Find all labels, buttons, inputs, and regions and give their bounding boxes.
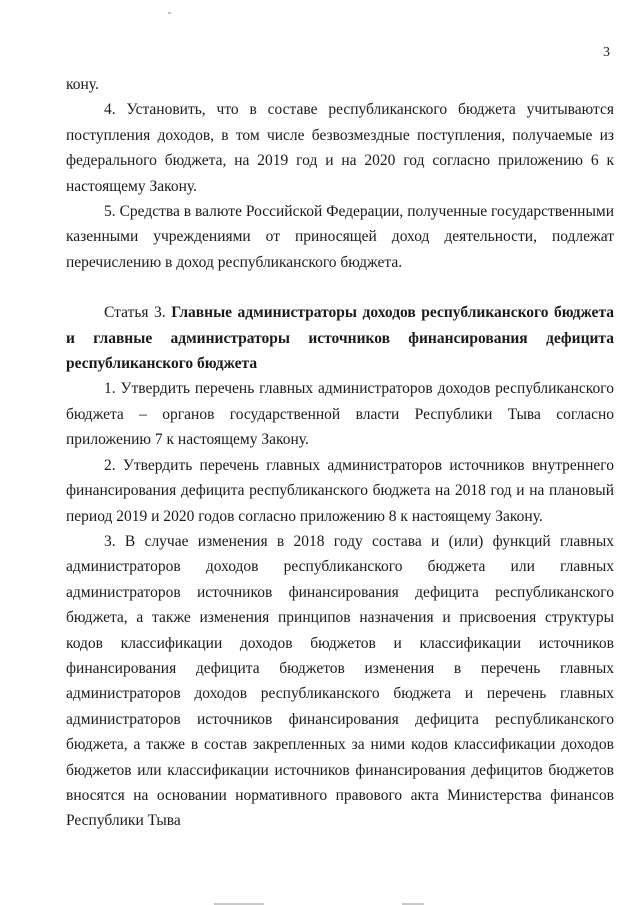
article-label: Статья 3.	[104, 304, 172, 322]
article-paragraph-2: 2. Утвердить перечень главных администраторов источников внутреннего финансирования дефицита республиканского бюджета на 2018 год и на плановый период 2019 и 2020 годов согласно приложению 8 к настоящему Закону.	[66, 456, 614, 525]
article-paragraph-1: 1. Утвердить перечень главных администраторов доходов республиканского бюджета – органов государственной власти Республики Тыва согласно приложению 7 к настоящему Закону.	[66, 380, 614, 449]
article-title: Главные администраторы доходов республиканского бюджета и главные администраторы источников финансирования дефицита республиканского бюджета	[66, 304, 614, 373]
paragraph-continuation: кону.	[66, 76, 99, 93]
paragraph-item-5: 5. Средства в валюте Российской Федерации, полученные государственными казенными учреждениями от приносящей доход деятельности, подлежат перечислению в доход республиканского бюджета.	[66, 203, 614, 271]
document-body	[66, 72, 614, 834]
article-heading	[66, 300, 614, 376]
article-paragraph-3: 3. В случае изменения в 2018 году состава и (или) функций главных администраторов доходов республиканского бюджета или главных администраторов источников финансирования дефицита республиканского бюджета, а также изменения принципов назначения и присвоения структуры кодов классификации доходов бюджетов и классификации источников финансирования дефицита бюджетов изменения в перечень главных администраторов доходов республиканского бюджета и перечень главных администраторов источников финансирования дефицита республиканского бюджета, а также в состав закрепленных за ними кодов классификации доходов бюджетов или классификации источников финансирования дефицитов бюджетов вносятся на основании нормативного правового акта Министерства финансов Республики Тыва	[66, 532, 614, 830]
scan-artifact	[168, 12, 171, 14]
page-number: 3	[603, 45, 610, 60]
section-spacer	[66, 275, 614, 300]
paragraph-item-4: 4. Установить, что в составе республиканского бюджета учитываются поступления доходов, в том числе безвозмездные поступления, получаемые из федерального бюджета, на 2019 год и на 2020 год согласно приложению 6 к настоящему Закону.	[66, 101, 614, 195]
